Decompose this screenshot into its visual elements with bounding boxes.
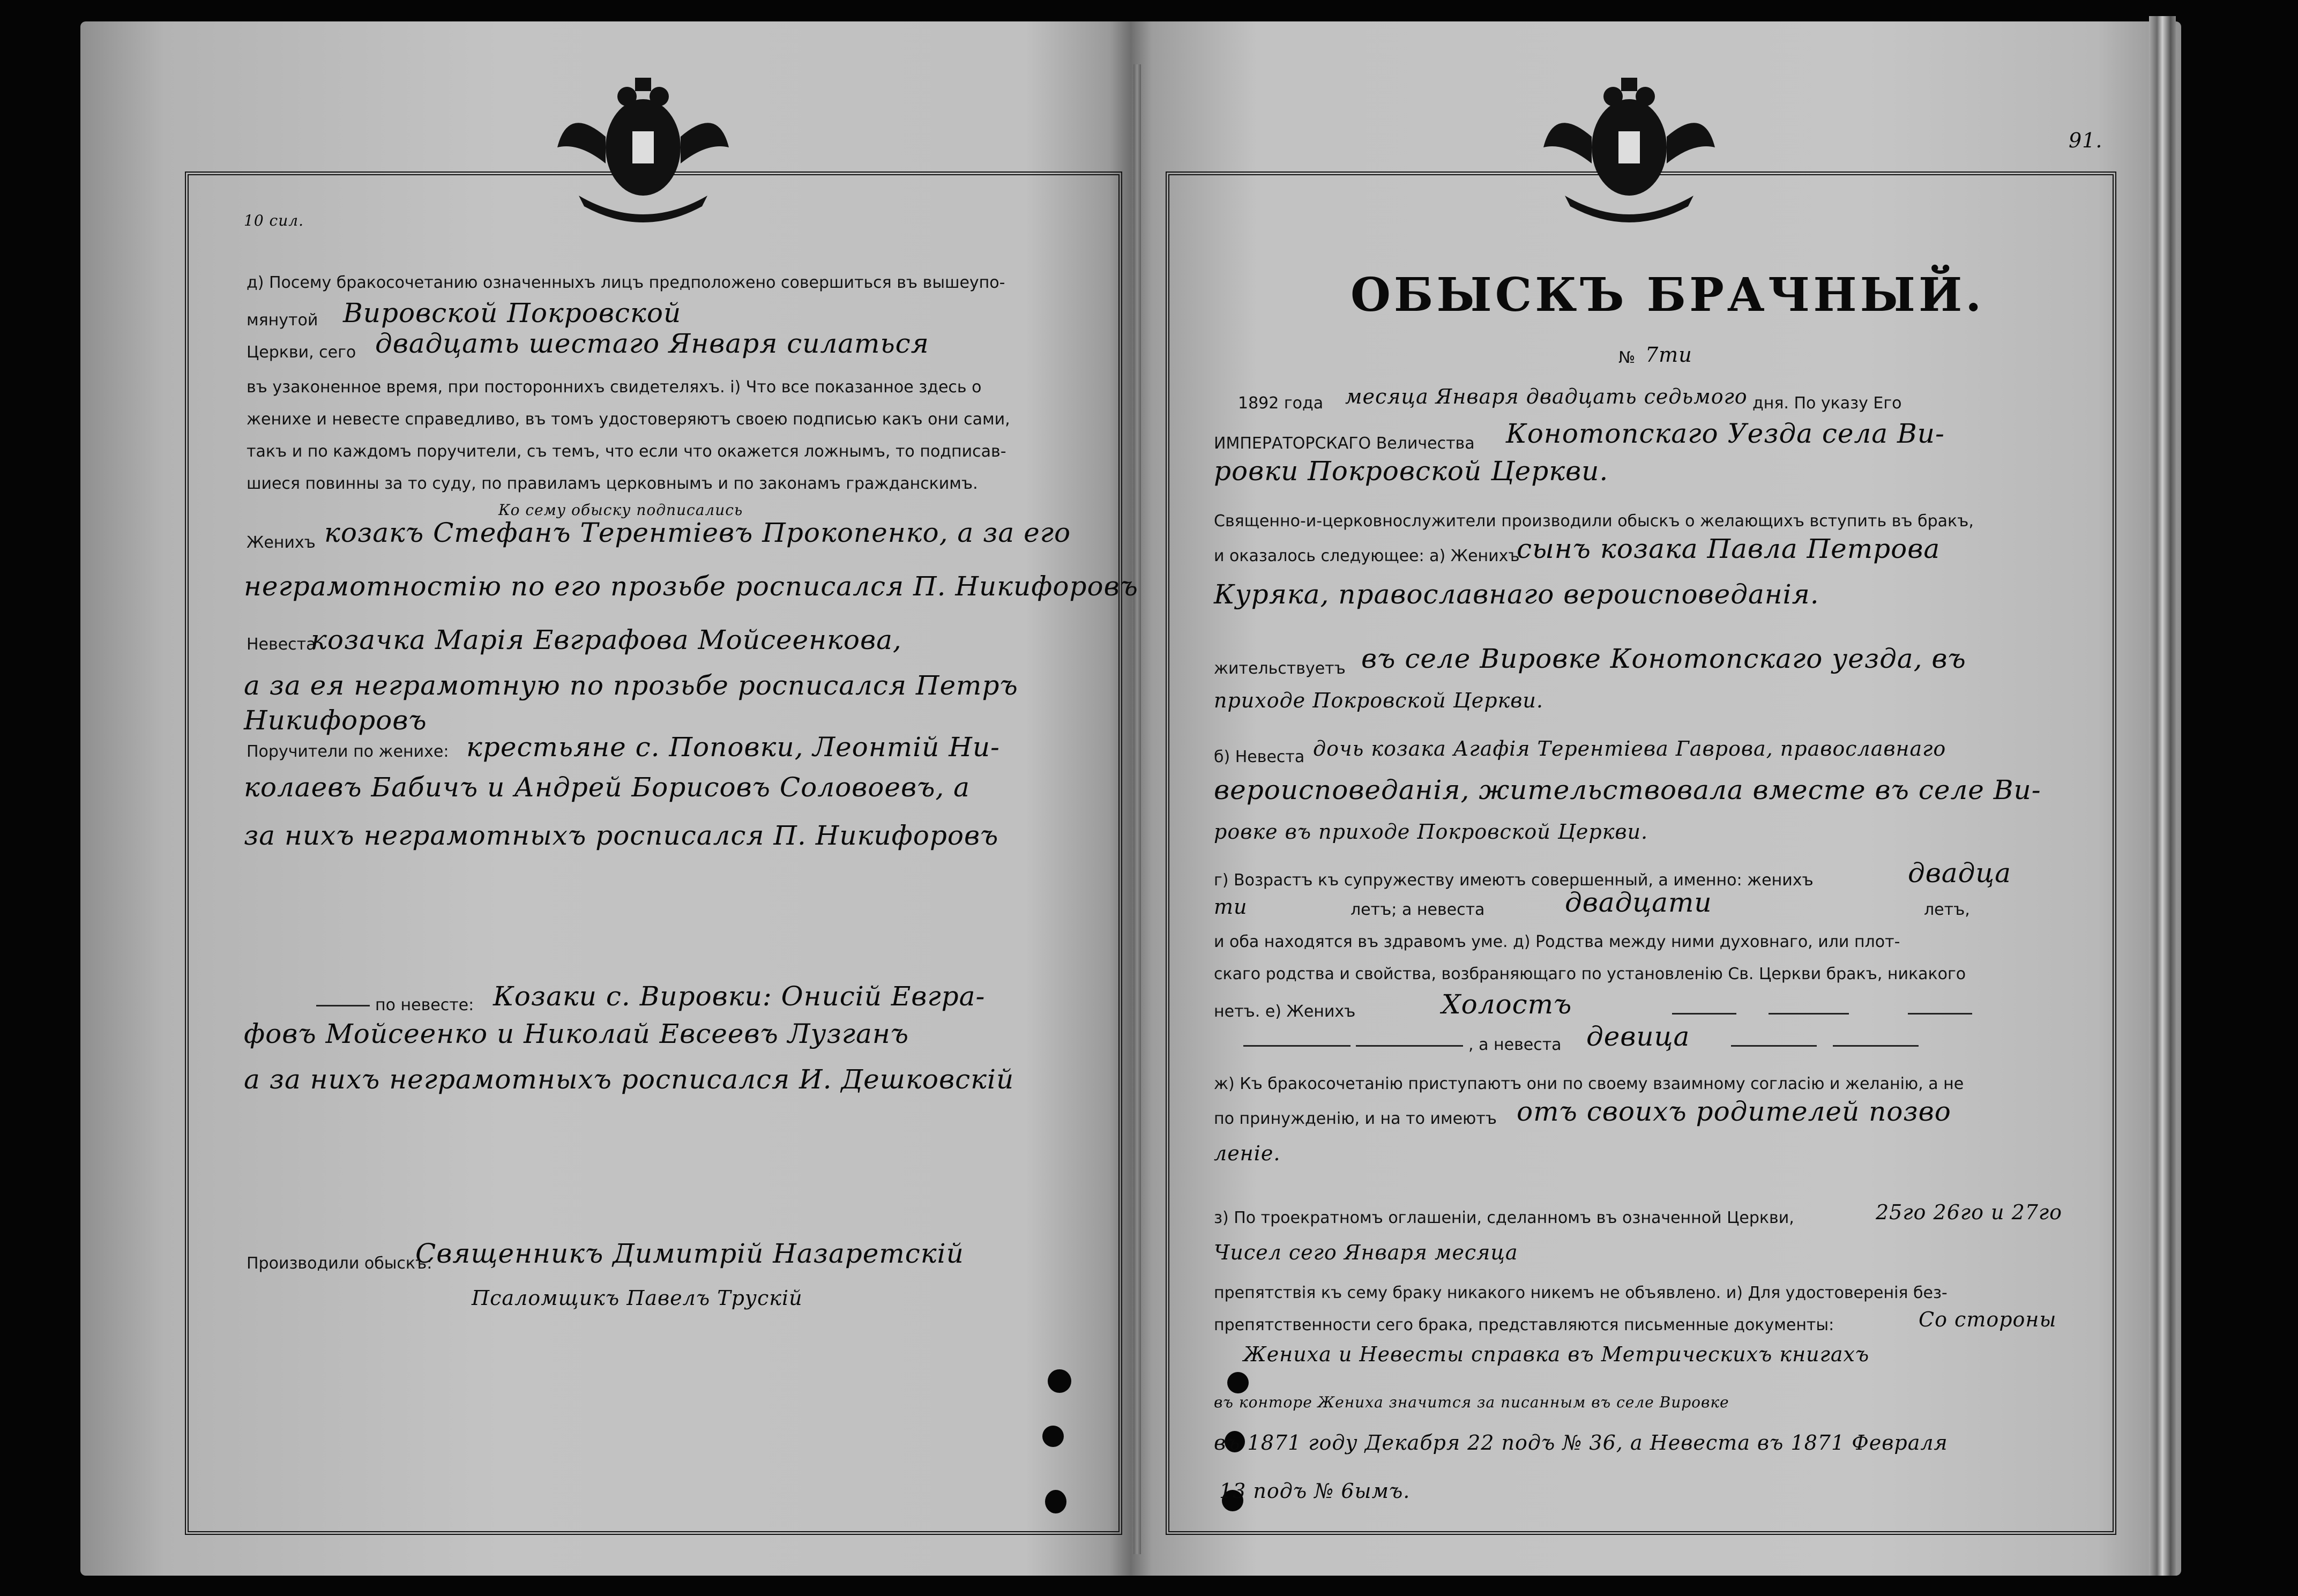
documents-handwritten: 13 подъ № 6ымъ.: [1219, 1479, 1411, 1503]
documents-handwritten: въ конторе Жениха значится за писанным въ селе Вировке: [1214, 1393, 1729, 1411]
page-edges: [2149, 16, 2176, 1576]
church-handwritten: ровки Покровской Церкви.: [1214, 456, 1609, 487]
groom-age-handwritten: ти: [1214, 895, 1248, 919]
documents-handwritten: въ 1871 году Декабря 22 подъ № 36, а Невеста въ 1871 Февраля: [1214, 1431, 1948, 1455]
punch-hole: [1227, 1372, 1249, 1393]
decree-text: дня. По указу Его: [1752, 394, 1902, 413]
guarantors-bride-signature: а за нихъ неграмотныхъ росписался И. Дешковскій: [244, 1064, 1014, 1095]
double-headed-eagle-emblem-icon: [1533, 72, 1726, 222]
left-page-frame: [185, 171, 1122, 1535]
groom-label: Женихъ: [247, 533, 316, 552]
year-text: 1892 года: [1238, 394, 1324, 413]
district-handwritten: Конотопскаго Уезда села Ви-: [1506, 418, 1945, 449]
consent-line: ж) Къ бракосочетанію приступаютъ они по своему взаимному согласію и желанію, а не: [1214, 1075, 1964, 1093]
bride-signature: Никифоровъ: [244, 705, 427, 736]
guarantors-bride-signature: Козаки с. Вировки: Онисій Евгра-: [493, 981, 986, 1012]
health-line: и оба находятся въ здравомъ уме. д) Родства между ними духовнаго, или плот-: [1214, 933, 1900, 951]
bride-signature: козачка Марія Евграфова Мойсеенкова,: [311, 624, 902, 655]
age-text: летъ,: [1924, 900, 1970, 919]
obstacles-line: препятствія къ сему браку никакого никемъ не объявлено. и) Для удостоверенія без-: [1214, 1284, 1948, 1302]
groom-handwritten: Куряка, православнаго вероисповеданія.: [1214, 579, 1819, 610]
bride-handwritten: ровке въ приходе Покровской Церкви.: [1214, 820, 1648, 844]
blank-line: [1908, 1013, 1972, 1015]
status-text: нетъ. е) Женихъ: [1214, 1002, 1356, 1021]
guarantors-groom-signature: за нихъ неграмотныхъ росписался П. Никифоровъ: [244, 820, 999, 851]
corner-note: 10 сил.: [244, 212, 304, 229]
bride-handwritten: вероисповеданія, жительствовала вместе въ селе Ви-: [1214, 774, 2041, 806]
conducted-label: Производили обыскъ:: [247, 1254, 432, 1273]
psalmist-signature: Псаломщикъ Павелъ Трускій: [472, 1286, 803, 1310]
bride-label: Невеста: [247, 635, 316, 654]
punch-hole: [1048, 1369, 1071, 1393]
guarantors-groom-label: Поручители по женихе:: [247, 742, 449, 761]
punch-hole: [1042, 1426, 1064, 1447]
clause-d-line: въ узаконенное время, при постороннихъ свидетеляхъ. і) Что все показанное здесь о: [247, 378, 982, 397]
found-text: и оказалось следующее: а) Женихъ: [1214, 547, 1520, 565]
consent-handwritten: отъ своихъ родителей позво: [1517, 1096, 1951, 1127]
blank-line: [316, 1005, 370, 1006]
status-text: , а невеста: [1468, 1035, 1562, 1054]
clause-d-line: шиеся повинны за то суду, по правиламъ церковнымъ и по законамъ гражданскимъ.: [247, 474, 978, 493]
residence-handwritten: въ селе Вировке Конотопскаго уезда, въ: [1361, 643, 1966, 674]
double-headed-eagle-emblem-icon: [547, 72, 740, 222]
documents-handwritten: Со стороны: [1919, 1308, 2057, 1331]
priest-signature: Священникъ Димитрій Назаретскій: [415, 1238, 964, 1269]
consent-handwritten: леніе.: [1214, 1142, 1281, 1165]
groom-status-handwritten: Холостъ: [1442, 989, 1572, 1020]
guarantors-groom-signature: крестьяне с. Поповки, Леонтій Ни-: [466, 732, 1000, 763]
handwritten-date: двадцать шестаго Января силаться: [375, 328, 929, 359]
groom-handwritten: сынъ козака Павла Петрова: [1517, 533, 1941, 564]
blank-line: [1833, 1045, 1919, 1047]
number-value: 7ти: [1645, 343, 1692, 367]
clause-d-line: мянутой: [247, 311, 318, 330]
guarantors-bride-label: по невесте:: [375, 996, 474, 1015]
small-note: Ко сему обыску подписались: [498, 501, 743, 519]
banns-dates-handwritten: 25го 26го и 27го: [1876, 1200, 2063, 1224]
clause-d-line: Церкви, сего: [247, 343, 356, 362]
groom-signature: неграмотностію по его прозьбе росписался П. Никифоровъ: [244, 571, 1138, 602]
document-title: ОБЫСКЪ БРАЧНЫЙ.: [1351, 268, 1985, 322]
book-binding: [1133, 64, 1141, 1554]
groom-age-handwritten: двадца: [1908, 857, 2011, 889]
clause-d-line: женихе и невесте справедливо, въ томъ удостоверяютъ своею подписью какъ они сами,: [247, 410, 1010, 429]
clause-d-line: такъ и по каждомъ поручители, съ темъ, что если что окажется ложнымъ, то подписав-: [247, 442, 1006, 461]
clause-d-line: д) Посему бракосочетанию означенныхъ лицъ предположено совершиться въ вышеупо-: [247, 273, 1005, 292]
age-text: летъ; а невеста: [1351, 900, 1485, 919]
banns-month-handwritten: Чисел сего Января месяца: [1214, 1241, 1518, 1264]
resides-text: жительствуетъ: [1214, 659, 1346, 678]
number-label: №: [1618, 348, 1636, 367]
imperial-text: ИМПЕРАТОРСКАГО Величества: [1214, 434, 1475, 453]
kinship-line: скаго родства и свойства, возбраняющаго по установленію Св. Церкви бракъ, никакого: [1214, 965, 1966, 983]
blank-line: [1731, 1045, 1817, 1047]
blank-line: [1243, 1045, 1351, 1047]
blank-line: [1769, 1013, 1849, 1015]
bride-status-handwritten: девица: [1586, 1021, 1690, 1052]
bride-age-handwritten: двадцати: [1565, 887, 1712, 918]
age-text: г) Возрастъ къ супружеству имеютъ совершенный, а именно: женихъ: [1214, 871, 1814, 890]
bride-handwritten: дочь козака Агафія Терентіева Гаврова, православнаго: [1313, 737, 1946, 760]
handwritten-church: Вировской Покровской: [343, 297, 682, 329]
clergy-line: Священно-и-церковнослужители производили обыскъ о желающихъ вступить въ бракъ,: [1214, 512, 1974, 531]
documents-handwritten: Жениха и Невесты справка въ Метрическихъ книгахъ: [1243, 1343, 1870, 1366]
page-number: 91.: [2069, 129, 2103, 152]
punch-hole: [1045, 1490, 1066, 1513]
bride-text: б) Невеста: [1214, 748, 1305, 766]
guarantors-groom-signature: колаевъ Бабичъ и Андрей Борисовъ Соловоевъ, а: [244, 772, 970, 803]
bride-signature: а за ея неграмотную по прозьбе росписался Петръ: [244, 670, 1018, 701]
groom-signature: козакъ Стефанъ Терентіевъ Прокопенко, а за его: [324, 517, 1071, 548]
consent-line: по принужденію, и на то имеютъ: [1214, 1109, 1497, 1128]
date-handwritten: месяца Января двадцать седьмого: [1345, 385, 1748, 408]
blank-line: [1672, 1013, 1736, 1015]
guarantors-bride-signature: фовъ Мойсеенко и Николай Евсеевъ Лузганъ: [244, 1018, 909, 1049]
residence-handwritten: приходе Покровской Церкви.: [1214, 689, 1543, 712]
obstacles-line: препятственности сего брака, представляются письменные документы:: [1214, 1316, 1834, 1334]
blank-line: [1356, 1045, 1463, 1047]
banns-text: з) По троекратномъ оглашеніи, сделанномъ въ означенной Церкви,: [1214, 1209, 1794, 1227]
